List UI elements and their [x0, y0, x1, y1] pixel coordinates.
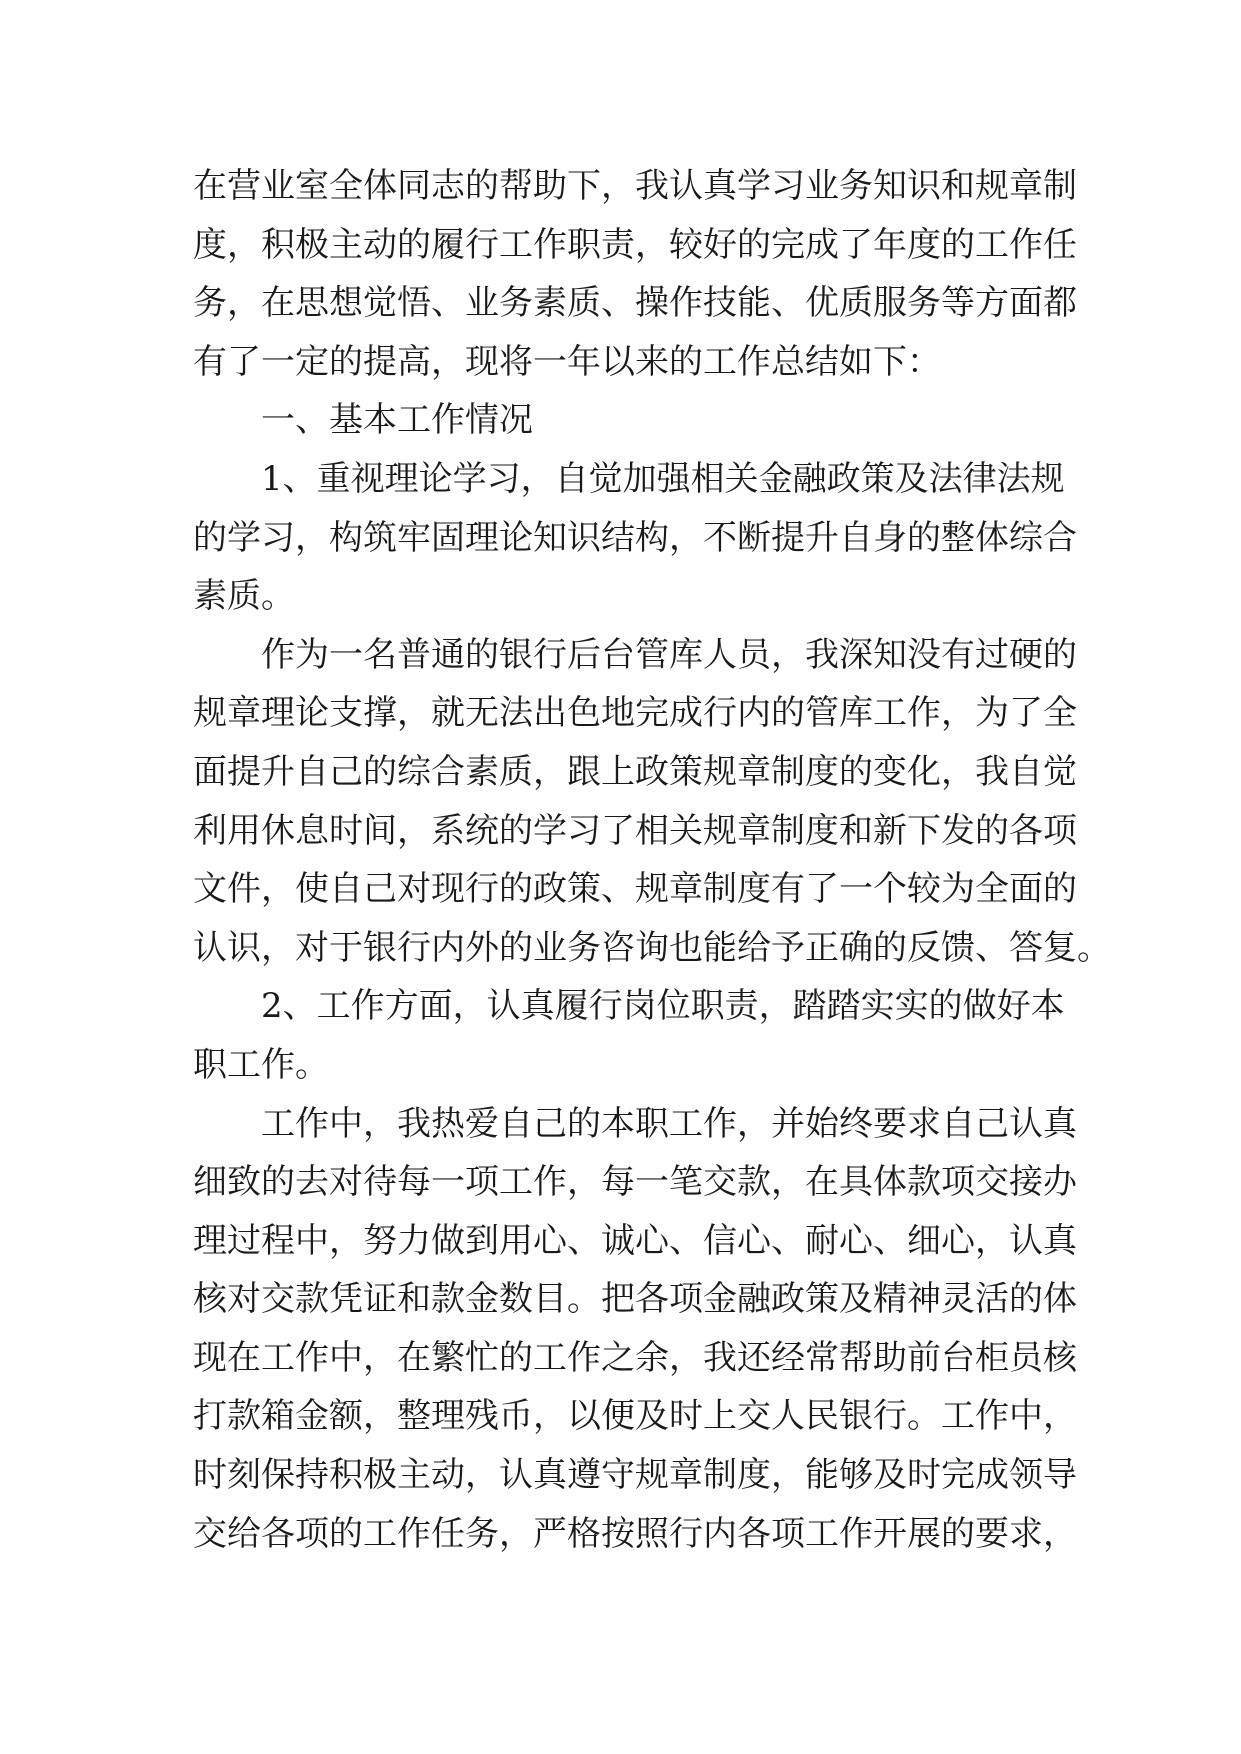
text-line: 规章理论支撑，就无法出色地完成行内的管库工作，为了全	[193, 693, 1077, 734]
text-line: 2、工作方面，认真履行岗位职责，踏踏实实的做好本	[261, 986, 1065, 1027]
text-line: 现在工作中，在繁忙的工作之余，我还经常帮助前台柜员核	[193, 1337, 1077, 1378]
text-line: 有了一定的提高，现将一年以来的工作总结如下：	[193, 341, 941, 382]
text-line: 工作中，我热爱自己的本职工作，并始终要求自己认真	[261, 1103, 1077, 1144]
body-text	[193, 157, 1111, 1563]
text-line: 时刻保持积极主动，认真遵守规章制度，能够及时完成领导	[193, 1455, 1077, 1496]
text-line: 认识，对于银行内外的业务咨询也能给予正确的反馈、答复。	[193, 927, 1111, 968]
section-heading: 一、基本工作情况	[261, 400, 533, 441]
text-line: 文件，使自己对现行的政策、规章制度有了一个较为全面的	[193, 869, 1077, 910]
text-line: 素质。	[193, 576, 295, 617]
text-line: 交给各项的工作任务，严格按照行内各项工作开展的要求，	[193, 1513, 1077, 1554]
text-line: 1、重视理论学习，自觉加强相关金融政策及法律法规	[261, 458, 1065, 499]
text-line: 核对交款凭证和款金数目。把各项金融政策及精神灵活的体	[193, 1279, 1077, 1320]
text-line: 度，积极主动的履行工作职责，较好的完成了年度的工作任	[193, 224, 1077, 265]
text-line: 打款箱金额，整理残币，以便及时上交人民银行。工作中，	[193, 1396, 1077, 1437]
text-line: 细致的去对待每一项工作，每一笔交款，在具体款项交接办	[193, 1162, 1077, 1203]
text-line: 理过程中，努力做到用心、诚心、信心、耐心、细心，认真	[193, 1220, 1077, 1261]
text-line: 的学习，构筑牢固理论知识结构，不断提升自身的整体综合	[193, 517, 1077, 558]
text-line: 利用休息时间，系统的学习了相关规章制度和新下发的各项	[193, 810, 1077, 851]
text-line: 作为一名普通的银行后台管库人员，我深知没有过硬的	[261, 634, 1077, 675]
text-line: 在营业室全体同志的帮助下，我认真学习业务知识和规章制	[193, 166, 1077, 206]
text-line: 面提升自己的综合素质，跟上政策规章制度的变化，我自觉	[193, 751, 1077, 792]
text-line: 务，在思想觉悟、业务素质、操作技能、优质服务等方面都	[193, 283, 1077, 324]
text-line: 职工作。	[193, 1044, 329, 1085]
